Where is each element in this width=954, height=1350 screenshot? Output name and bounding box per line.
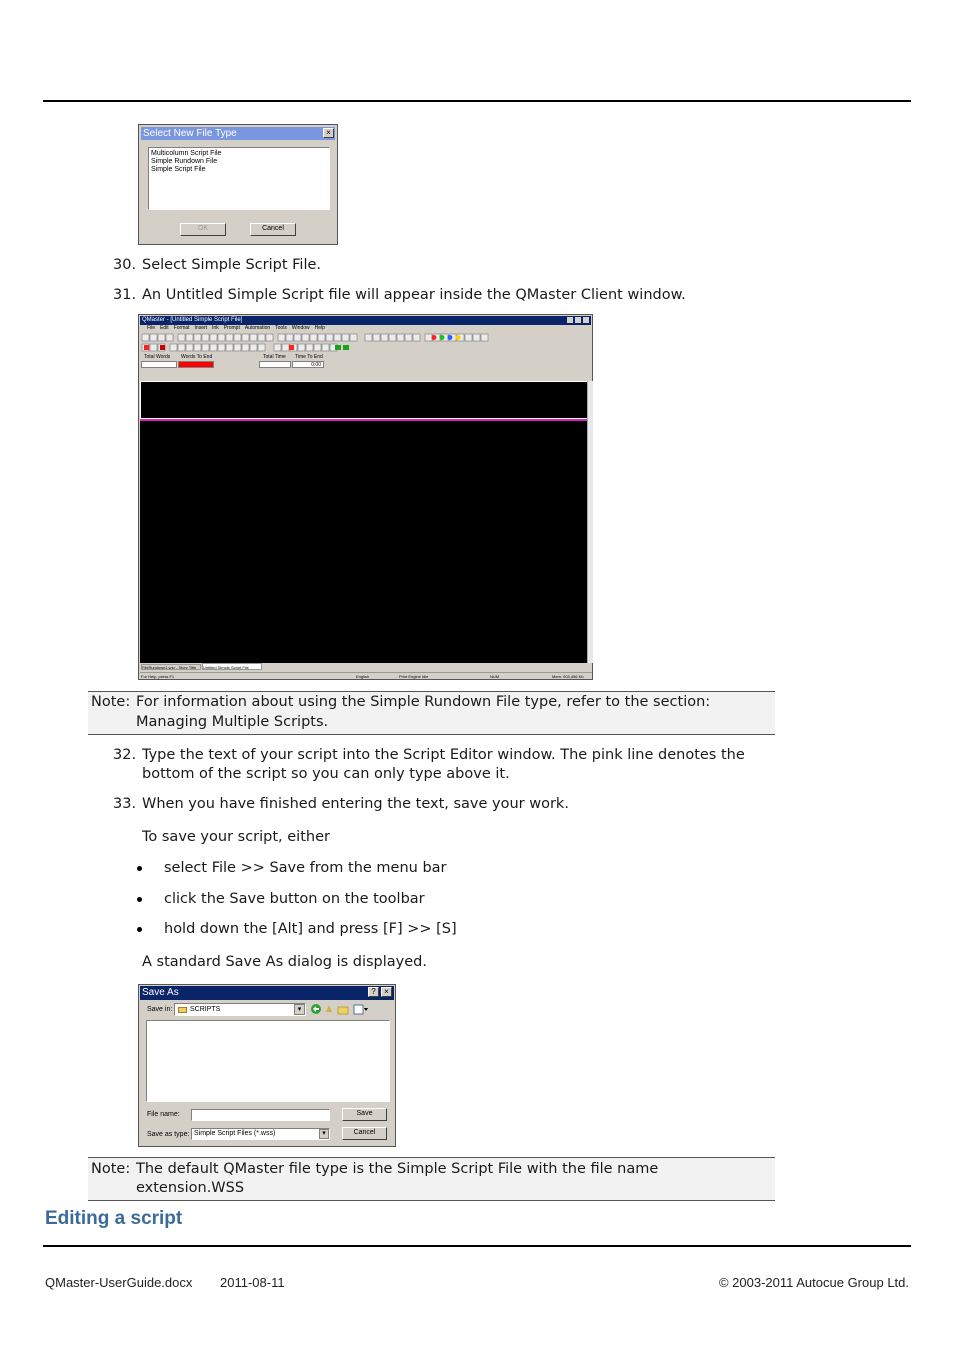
status-language: English xyxy=(356,674,370,679)
note-2-prefix: Note: xyxy=(91,1161,131,1177)
note-2-line-2: extension.WSS xyxy=(136,1180,245,1196)
script-text-area[interactable] xyxy=(140,381,587,419)
file-list-area[interactable] xyxy=(146,1020,390,1102)
bullet-keyboard-save: hold down the [Alt] and press [F] >> [S] xyxy=(164,921,457,937)
step-32-line-2: bottom of the script so you can only type above it. xyxy=(142,766,510,782)
end-of-script-pink-line xyxy=(140,419,587,421)
footer-date: 2011-08-11 xyxy=(220,1275,285,1290)
qmaster-close-icon[interactable] xyxy=(583,317,589,323)
total-time-label: Total Time xyxy=(263,354,286,360)
dialog-titlebar xyxy=(141,127,335,140)
editor-scrollbar[interactable] xyxy=(587,381,593,663)
save-dialog-text: A standard Save As dialog is displayed. xyxy=(142,954,427,970)
save-as-title: Save As xyxy=(142,987,179,998)
ok-button[interactable]: OK xyxy=(180,223,226,236)
save-as-titlebar xyxy=(140,986,394,1000)
qmaster-titlebar xyxy=(140,316,591,325)
words-to-end-value xyxy=(178,361,214,368)
footer-copyright: © 2003-2011 Autocue Group Ltd. xyxy=(718,1275,909,1290)
help-icon[interactable]: ? xyxy=(368,987,379,997)
save-in-label: Save in: xyxy=(147,1006,173,1013)
file-type-list[interactable] xyxy=(148,147,330,210)
bullet-menu-save: select File >> Save from the menu bar xyxy=(164,860,447,876)
time-to-end-label: Time To End xyxy=(295,354,323,360)
footer-doc-name: QMaster-UserGuide.docx xyxy=(45,1275,193,1290)
document-tabs xyxy=(140,663,592,671)
words-to-end-label: Words To End xyxy=(181,354,213,360)
toolbar-icons[interactable] xyxy=(141,333,591,353)
cancel-button[interactable]: Cancel xyxy=(342,1127,387,1140)
status-help: For Help, press F1 xyxy=(141,674,175,679)
menu-format[interactable]: Format xyxy=(173,325,190,331)
bullet-toolbar-save: click the Save button on the toolbar xyxy=(164,891,425,907)
status-memory: Mem: 903,456 Kb xyxy=(552,674,584,679)
note-simple-rundown xyxy=(88,691,775,735)
step-33-text: When you have finished entering the text, save your work. xyxy=(142,796,569,812)
folder-icon xyxy=(178,1007,187,1013)
save-as-nav-toolbar[interactable] xyxy=(309,1002,369,1016)
save-as-type-value: Simple Script Files (*.wss) xyxy=(194,1130,276,1137)
qmaster-title: QMaster - [Untitled Simple Script File] xyxy=(142,317,243,323)
tab-rundown[interactable]: FileRundown1.wsr - Story Title xyxy=(141,664,201,670)
bullet-dot xyxy=(137,866,142,871)
header-rule xyxy=(43,100,911,102)
step-31-text: An Untitled Simple Script file will appear inside the QMaster Client window. xyxy=(142,287,686,303)
menu-help[interactable]: Help xyxy=(314,325,325,331)
total-time-value xyxy=(259,361,291,368)
step-33-number: 33. xyxy=(113,796,137,812)
file-name-input[interactable] xyxy=(191,1109,330,1121)
toolbar xyxy=(141,333,591,353)
select-new-file-type-dialog xyxy=(138,124,338,245)
chevron-down-icon[interactable]: ▾ xyxy=(294,1004,305,1015)
menu-file[interactable]: File xyxy=(147,325,156,331)
note-1-line-1: For information about using the Simple Rundown File type, refer to the section: xyxy=(136,694,711,710)
note-default-file-type xyxy=(88,1157,775,1201)
status-print-engine: Print Engine Idle xyxy=(399,674,429,679)
cancel-button[interactable]: Cancel xyxy=(250,223,296,236)
step-32-line-1: Type the text of your script into the Script Editor window. The pink line denotes the xyxy=(142,747,745,763)
menu-insert[interactable]: Insert xyxy=(194,325,208,331)
tab-untitled-script[interactable]: Untitled Simple Script File xyxy=(202,663,262,670)
list-item-multicolumn[interactable]: Multicolumn Script File xyxy=(151,150,222,157)
menu-prompt[interactable]: Prompt xyxy=(223,325,240,331)
time-to-end-value: 0:00 xyxy=(292,361,324,368)
bullet-dot xyxy=(137,897,142,902)
save-button[interactable]: Save xyxy=(342,1108,387,1121)
list-item-rundown[interactable]: Simple Rundown File xyxy=(151,158,218,165)
menu-ink[interactable]: Ink xyxy=(212,325,219,331)
file-name-label: File name: xyxy=(147,1111,180,1118)
note-2-line-1: The default QMaster file type is the Simple Script File with the file name xyxy=(136,1161,659,1177)
menu-bar xyxy=(147,325,325,332)
step-30-text: Select Simple Script File. xyxy=(142,257,321,273)
section-heading: Editing a script xyxy=(45,1208,183,1229)
footer-rule xyxy=(43,1245,911,1247)
status-bar xyxy=(140,672,592,679)
save-as-type-dropdown[interactable] xyxy=(191,1128,330,1140)
chevron-down-icon[interactable]: ▾ xyxy=(319,1129,329,1139)
menu-edit[interactable]: Edit xyxy=(160,325,169,331)
total-words-value xyxy=(141,361,177,368)
total-words-label: Total Words xyxy=(144,354,171,360)
qmaster-minimize-icon[interactable] xyxy=(567,317,573,323)
status-num: NUM xyxy=(490,674,500,679)
step-31-number: 31. xyxy=(113,287,137,303)
close-icon[interactable]: × xyxy=(381,987,392,997)
step-32-number: 32. xyxy=(113,747,137,763)
save-as-type-label: Save as type: xyxy=(147,1131,190,1138)
list-item-simple-script[interactable]: Simple Script File xyxy=(151,166,206,173)
bullet-dot xyxy=(137,927,142,932)
save-in-value: SCRIPTS xyxy=(190,1006,221,1013)
menu-tools[interactable]: Tools xyxy=(275,325,287,331)
stats-panel-right xyxy=(259,354,329,370)
script-editor[interactable] xyxy=(140,381,587,663)
dialog-title: Select New File Type xyxy=(143,128,237,139)
menu-window[interactable]: Window xyxy=(291,325,310,331)
save-intro: To save your script, either xyxy=(142,829,330,845)
menu-automation[interactable]: Automation xyxy=(244,325,271,331)
qmaster-client-window xyxy=(138,314,593,680)
note-1-prefix: Note: xyxy=(91,694,131,710)
step-30-number: 30. xyxy=(113,257,137,273)
note-1-line-2: Managing Multiple Scripts. xyxy=(136,714,329,730)
qmaster-maximize-icon[interactable] xyxy=(575,317,581,323)
save-in-dropdown[interactable] xyxy=(174,1003,306,1016)
close-icon[interactable]: × xyxy=(323,128,334,138)
save-as-dialog xyxy=(138,984,396,1147)
